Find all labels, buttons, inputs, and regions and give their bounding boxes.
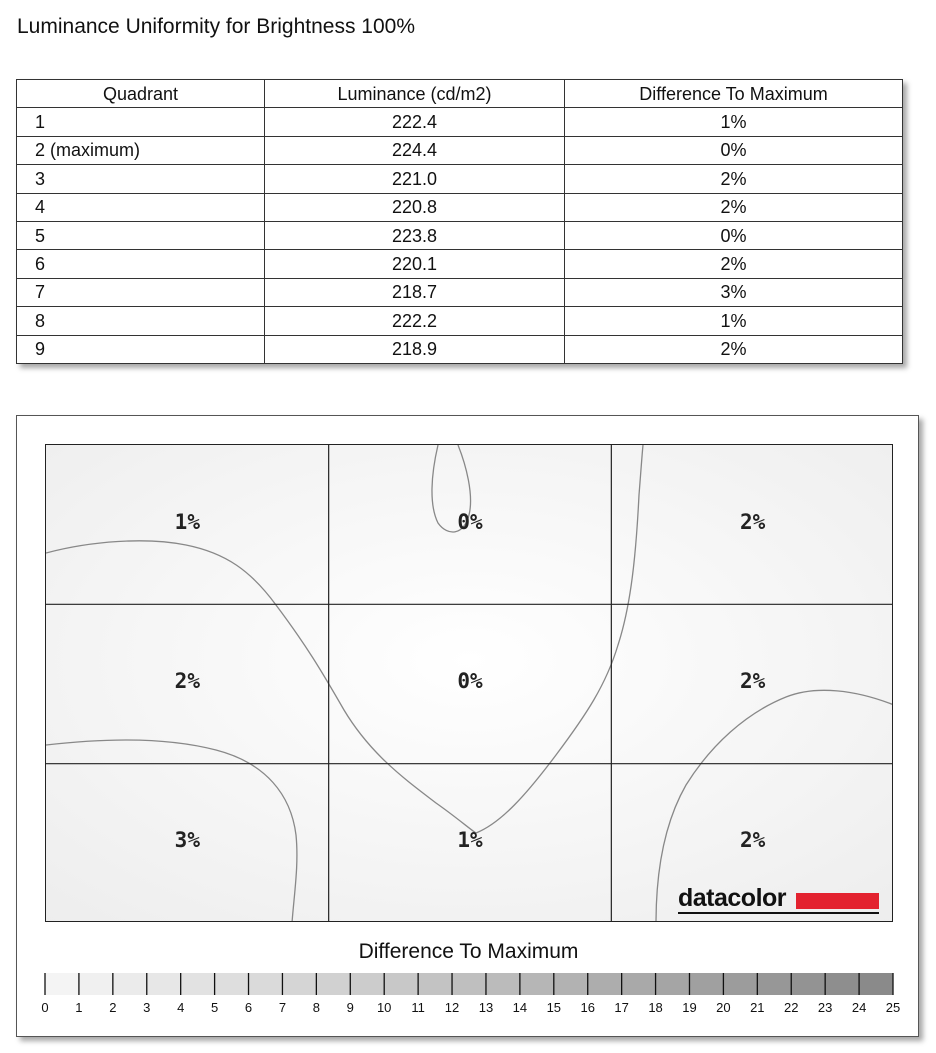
cell-luminance: 222.2 bbox=[265, 307, 565, 335]
scale-tick-label: 9 bbox=[346, 1000, 354, 1015]
cell-luminance: 218.7 bbox=[265, 278, 565, 306]
cell-difference: 0% bbox=[565, 136, 903, 164]
cell-label-r1-c2: 0% bbox=[457, 509, 483, 534]
scale-tick-label: 14 bbox=[512, 1000, 528, 1015]
logo-text: datacolor bbox=[678, 884, 787, 912]
cell-difference: 2% bbox=[565, 335, 903, 363]
scale-tick-label: 17 bbox=[614, 1000, 629, 1015]
scale-swatch bbox=[215, 973, 249, 995]
scale-swatch bbox=[622, 973, 656, 995]
scale-tick-label: 11 bbox=[411, 1000, 425, 1015]
scale-tick-label: 2 bbox=[109, 1000, 117, 1015]
scale-tick-label: 23 bbox=[817, 1000, 833, 1015]
scale-swatch bbox=[791, 973, 825, 995]
table-row bbox=[17, 193, 903, 221]
scale-tick-label: 7 bbox=[278, 1000, 287, 1015]
scale-tick-label: 16 bbox=[580, 1000, 595, 1015]
scale-swatch bbox=[588, 973, 622, 995]
cell-difference: 3% bbox=[565, 278, 903, 306]
scale-swatch bbox=[452, 973, 486, 995]
cell-label-r2-c2: 0% bbox=[457, 669, 483, 693]
scale-tick-label: 15 bbox=[546, 1000, 562, 1015]
cell-difference: 0% bbox=[565, 221, 903, 249]
scale-swatch bbox=[757, 973, 791, 995]
scale-swatch bbox=[350, 973, 384, 995]
cell-quadrant: 6 bbox=[17, 250, 265, 278]
table-row bbox=[17, 108, 903, 136]
scale-tick-label: 19 bbox=[682, 1000, 697, 1015]
scale-swatch bbox=[282, 973, 316, 995]
scale-title: Difference To Maximum bbox=[358, 940, 579, 963]
scale-tick-label: 18 bbox=[648, 1000, 663, 1015]
table-row bbox=[17, 136, 903, 164]
cell-quadrant: 3 bbox=[17, 165, 265, 193]
cell-label-r1-c3: 2% bbox=[740, 509, 766, 534]
cell-label-r1-c1: 1% bbox=[174, 509, 200, 534]
scale-swatch bbox=[554, 973, 588, 995]
cell-quadrant: 1 bbox=[17, 108, 265, 136]
scale-swatch bbox=[418, 973, 452, 995]
scale-tick-label: 20 bbox=[716, 1000, 731, 1015]
scale-swatch bbox=[147, 973, 181, 995]
cell-difference: 1% bbox=[565, 307, 903, 335]
cell-label-r2-c3: 2% bbox=[740, 669, 766, 693]
scale-tick-label: 24 bbox=[851, 1000, 867, 1015]
scale-tick-label: 6 bbox=[244, 1000, 253, 1015]
cell-quadrant: 5 bbox=[17, 221, 265, 249]
data-table bbox=[16, 79, 903, 364]
scale-swatch bbox=[656, 973, 690, 995]
cell-luminance: 221.0 bbox=[265, 165, 565, 193]
cell-label-r3-c3: 2% bbox=[740, 828, 766, 853]
table-row bbox=[17, 307, 903, 335]
scale-tick-label: 5 bbox=[210, 1000, 219, 1015]
cell-luminance: 220.1 bbox=[265, 250, 565, 278]
header-difference: Difference To Maximum bbox=[565, 80, 903, 108]
table-row bbox=[17, 250, 903, 278]
scale-tick-label: 25 bbox=[885, 1000, 901, 1015]
table-row bbox=[17, 335, 903, 363]
table-header-row bbox=[17, 80, 903, 108]
scale-tick-label: 12 bbox=[444, 1000, 460, 1015]
page-title: Luminance Uniformity for Brightness 100% bbox=[17, 15, 416, 38]
cell-difference: 2% bbox=[565, 165, 903, 193]
cell-label-r2-c1: 2% bbox=[174, 669, 200, 693]
scale-swatch bbox=[79, 973, 113, 995]
header-luminance: Luminance (cd/m2) bbox=[265, 80, 565, 108]
cell-luminance: 218.9 bbox=[265, 335, 565, 363]
cell-quadrant: 9 bbox=[17, 335, 265, 363]
cell-luminance: 220.8 bbox=[265, 193, 565, 221]
scale-tick-label: 13 bbox=[478, 1000, 494, 1015]
scale-swatch bbox=[113, 973, 147, 995]
scale-swatch bbox=[689, 973, 723, 995]
cell-luminance: 222.4 bbox=[265, 108, 565, 136]
scale-swatch bbox=[181, 973, 215, 995]
scale-tick-label: 22 bbox=[784, 1000, 799, 1015]
cell-difference: 1% bbox=[565, 108, 903, 136]
scale-swatch bbox=[384, 973, 418, 995]
scale-swatch bbox=[723, 973, 757, 995]
scale-swatch bbox=[520, 973, 554, 995]
cell-quadrant: 8 bbox=[17, 307, 265, 335]
table-row bbox=[17, 165, 903, 193]
table-row bbox=[17, 278, 903, 306]
header-quadrant: Quadrant bbox=[17, 80, 265, 108]
cell-difference: 2% bbox=[565, 193, 903, 221]
scale-swatch bbox=[316, 973, 350, 995]
table-body bbox=[17, 108, 903, 364]
cell-label-r3-c2: 1% bbox=[457, 828, 483, 853]
scale-swatch bbox=[859, 973, 893, 995]
cell-luminance: 223.8 bbox=[265, 221, 565, 249]
uniformity-map-panel bbox=[16, 415, 919, 1037]
uniformity-map bbox=[45, 444, 893, 922]
scale-tick-label: 8 bbox=[312, 1000, 320, 1015]
logo-underline bbox=[678, 912, 879, 914]
scale-tick-label: 3 bbox=[143, 1000, 151, 1015]
cell-quadrant: 4 bbox=[17, 193, 265, 221]
datacolor-logo bbox=[678, 884, 883, 914]
cell-quadrant: 2 (maximum) bbox=[17, 136, 265, 164]
cell-label-r3-c1: 3% bbox=[174, 828, 200, 853]
logo-red-bar bbox=[796, 893, 879, 909]
cell-quadrant: 7 bbox=[17, 278, 265, 306]
scale-tick-label: 10 bbox=[376, 1000, 392, 1015]
cell-luminance: 224.4 bbox=[265, 136, 565, 164]
scale-tick-label: 1 bbox=[75, 1000, 83, 1015]
scale-swatch bbox=[825, 973, 859, 995]
scale-swatch bbox=[45, 973, 79, 995]
scale-bar bbox=[17, 968, 920, 1034]
scale-tick-label: 21 bbox=[750, 1000, 765, 1015]
cell-difference: 2% bbox=[565, 250, 903, 278]
table-row bbox=[17, 221, 903, 249]
scale-swatch bbox=[249, 973, 283, 995]
uniformity-table bbox=[16, 79, 903, 364]
scale-swatch bbox=[486, 973, 520, 995]
scale-tick-label: 4 bbox=[177, 1000, 185, 1015]
scale-tick-label: 0 bbox=[41, 1000, 49, 1015]
